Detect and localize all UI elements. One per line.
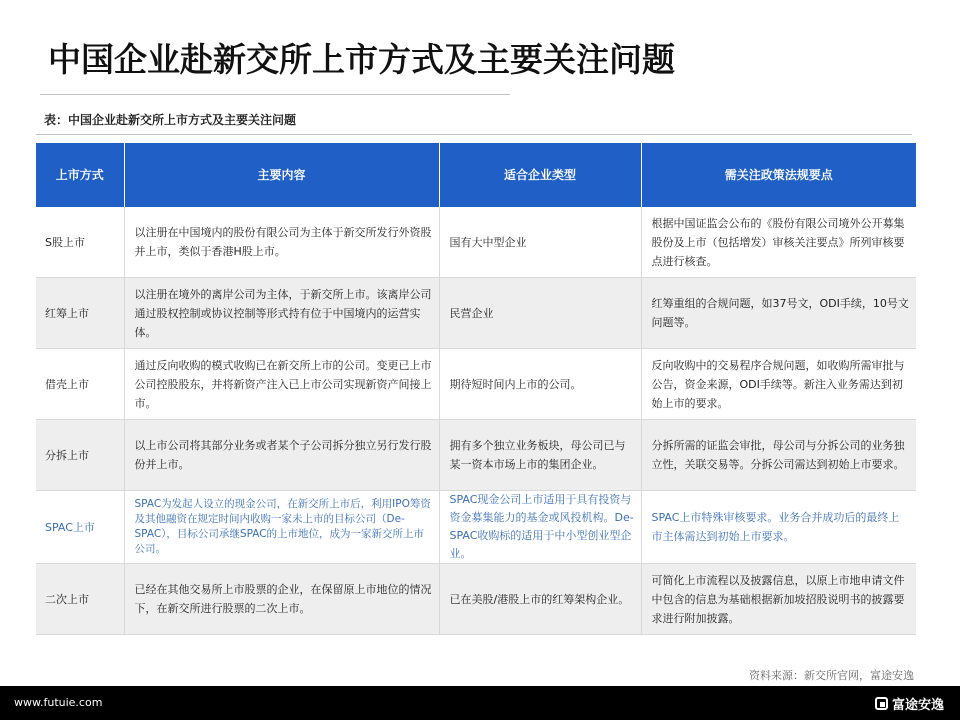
cell-policy: SPAC上市特殊审核要求。业务合并成功后的最终上市主体需达到初始上市要求。: [641, 491, 916, 564]
cell-type: 已在美股/港股上市的红筹架构企业。: [439, 564, 641, 635]
header-content: 主要内容: [124, 143, 439, 207]
cell-type: 民营企业: [439, 278, 641, 349]
header-method: 上市方式: [36, 143, 124, 207]
cell-method: 借壳上市: [36, 349, 124, 420]
cell-content: 以上市公司将其部分业务或者某个子公司拆分独立另行发行股份并上市。: [124, 420, 439, 491]
page-title: 中国企业赴新交所上市方式及主要关注问题: [48, 40, 675, 79]
header-type: 适合企业类型: [439, 143, 641, 207]
cell-type: 拥有多个独立业务板块，母公司已与某一资本市场上市的集团企业。: [439, 420, 641, 491]
cell-method: 分拆上市: [36, 420, 124, 491]
cell-type: SPAC现金公司上市适用于具有投资与资金募集能力的基金或风投机构。De-SPAC收购标的适用于中小型创业型企业。: [439, 491, 641, 564]
logo-text: 富途安逸: [891, 698, 944, 713]
table-row: [36, 491, 916, 564]
cell-policy: 反向收购中的交易程序合规问题，如收购所需审批与公告，资金来源，ODI手续等。新注入业务需达到初始上市的要求。: [641, 349, 916, 420]
cell-content: 通过反向收购的模式收购已在新交所上市的公司。变更已上市公司控股股东，并将新资产注入已上市公司实现新资产间接上市。: [124, 349, 439, 420]
table-row: [36, 207, 916, 278]
cell-content: 已经在其他交易所上市股票的企业，在保留原上市地位的情况下，在新交所进行股票的二次上市。: [124, 564, 439, 635]
cell-policy: 可简化上市流程以及披露信息，以原上市地申请文件中包含的信息为基础根据新加坡招股说明书的披露要求进行附加披露。: [641, 564, 916, 635]
cell-type: 国有大中型企业: [439, 207, 641, 278]
footer-url[interactable]: www.futuie.com: [14, 696, 103, 709]
title-divider: [40, 94, 510, 95]
table-row: [36, 420, 916, 491]
cell-method: SPAC上市: [36, 491, 124, 564]
header-policy: 需关注政策法规要点: [641, 143, 916, 207]
source-note: 资料来源：新交所官网，富途安逸: [749, 669, 914, 682]
table-row: [36, 564, 916, 635]
table-row: [36, 278, 916, 349]
table-caption: 表：中国企业赴新交所上市方式及主要关注问题: [44, 113, 297, 127]
cell-type: 期待短时间内上市的公司。: [439, 349, 641, 420]
cell-policy: 分拆所需的证监会审批，母公司与分拆公司的业务独立性，关联交易等。分拆公司需达到初始上市要求。: [641, 420, 916, 491]
cell-policy: 红筹重组的合规问题，如37号文，ODI手续，10号文问题等。: [641, 278, 916, 349]
listing-methods-table: [36, 143, 916, 635]
footer-logo: [875, 694, 944, 713]
cell-content: SPAC为发起人设立的现金公司，在新交所上市后，利用IPO筹资及其他融资在规定时间内收购一家未上市的目标公司（De-SPAC），目标公司承继SPAC的上市地位，成为一家新交所上市公司。: [124, 491, 439, 564]
cell-policy: 根据中国证监会公布的《股份有限公司境外公开募集股份及上市（包括增发）审核关注要点》所列审核要点进行核查。: [641, 207, 916, 278]
cell-method: 二次上市: [36, 564, 124, 635]
table-row: [36, 349, 916, 420]
cell-method: 红筹上市: [36, 278, 124, 349]
cell-content: 以注册在境外的离岸公司为主体，于新交所上市。该离岸公司通过股权控制或协议控制等形式持有位于中国境内的运营实体。: [124, 278, 439, 349]
cell-content: 以注册在中国境内的股份有限公司为主体于新交所发行外资股并上市，类似于香港H股上市。: [124, 207, 439, 278]
caption-divider: [36, 134, 912, 135]
footer-bar: [0, 686, 960, 720]
logo-icon: [875, 697, 888, 710]
cell-method: S股上市: [36, 207, 124, 278]
table-header-row: [36, 143, 916, 207]
